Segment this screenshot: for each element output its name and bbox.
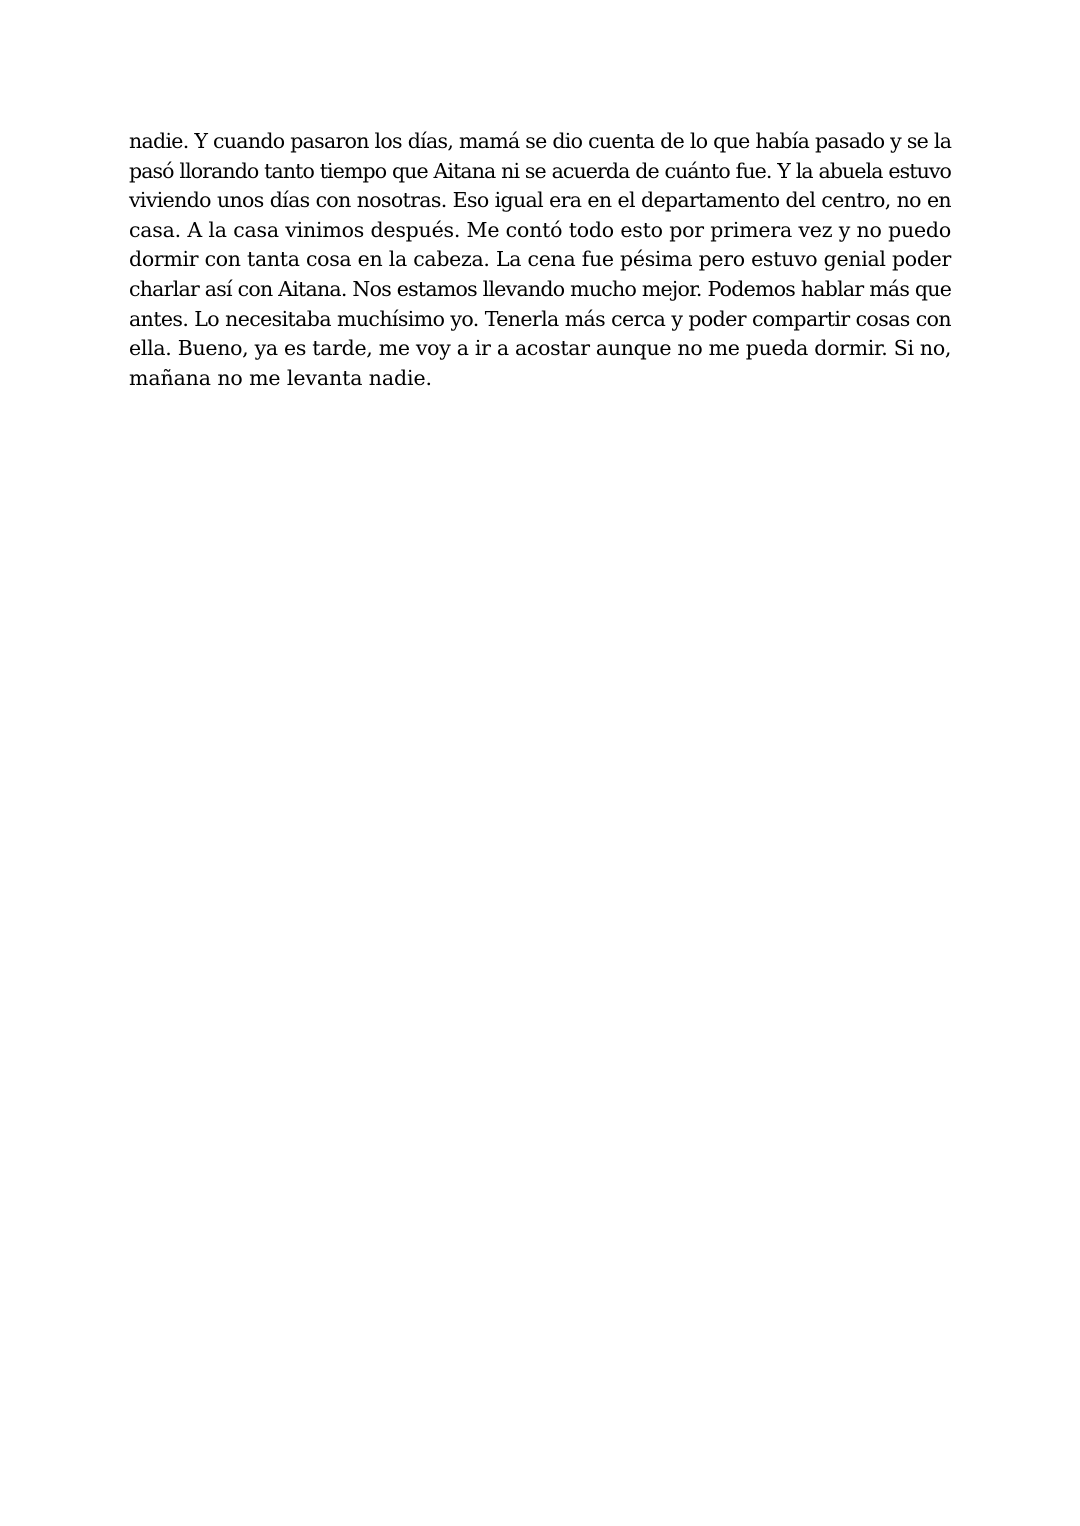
paragraph-line-4: casa. A la casa vinimos después. Me contó todo esto por primera vez y no puedo [129,217,951,242]
body-paragraph [129,127,951,393]
paragraph-line-6: charlar así con Aitana. Nos estamos llevando mucho mejor. Podemos hablar más que [129,276,952,301]
paragraph-line-1: nadie. Y cuando pasaron los días, mamá se dio cuenta de lo que había pasado y se la [129,129,952,153]
paragraph-line-7: antes. Lo necesitaba muchísimo yo. Tenerla más cerca y poder compartir cosas con [129,306,951,331]
paragraph-line-8: ella. Bueno, ya es tarde, me voy a ir a acostar aunque no me pueda dormir. Si no, [129,336,952,361]
paragraph-line-5: dormir con tanta cosa en la cabeza. La cena fue pésima pero estuvo genial poder [129,247,951,272]
paragraph-line-9: mañana no me levanta nadie. [129,365,432,390]
paragraph-line-3: viviendo unos días con nosotras. Eso igual era en el departamento del centro, no en [129,188,951,213]
paragraph-line-2: pasó llorando tanto tiempo que Aitana ni se acuerda de cuánto fue. Y la abuela estuvo [129,158,951,183]
